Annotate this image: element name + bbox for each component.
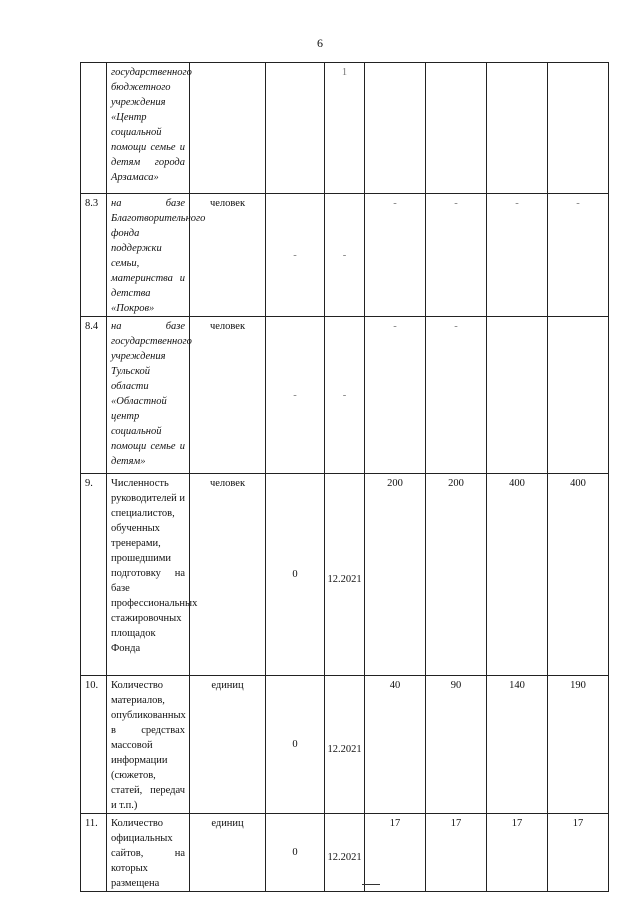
unit-of-measure [190,63,266,194]
value-cell: - [487,194,548,317]
value-cell: 400 [487,474,548,676]
indicator-name: Численность руководителей и специалистов, обученных тренерами, прошедшими подготовку на базе профессиональных стажировочных площадок Фонда [107,474,190,676]
page-number: 6 [317,36,323,50]
base-date: - [325,317,365,474]
base-date: - [325,194,365,317]
value-cell [548,63,609,194]
base-value [266,63,325,194]
base-date: 12.2021 [325,814,365,892]
unit-of-measure: единиц [190,814,266,892]
table-row [81,474,609,676]
row-number: 8.3 [81,194,107,317]
value-cell: - [426,194,487,317]
indicators-table [80,62,609,892]
base-date: 12.2021 [325,474,365,676]
value-cell: 17 [426,814,487,892]
base-value: 0 [266,814,325,892]
table-row [81,676,609,814]
value-cell [548,317,609,474]
value-cell: 90 [426,676,487,814]
value-cell: 140 [487,676,548,814]
unit-of-measure: единиц [190,676,266,814]
unit-of-measure: человек [190,474,266,676]
value-cell [487,63,548,194]
value-cell: 190 [548,676,609,814]
unit-of-measure: человек [190,194,266,317]
row-number [81,63,107,194]
value-cell [365,63,426,194]
row-number: 11. [81,814,107,892]
value-cell: 200 [365,474,426,676]
table-row [81,63,609,194]
value-cell: 400 [548,474,609,676]
table-row [81,194,609,317]
value-cell: - [365,194,426,317]
value-cell: 17 [548,814,609,892]
value-cell: 17 [487,814,548,892]
value-cell [426,63,487,194]
value-cell: 17 [365,814,426,892]
base-value: - [266,194,325,317]
value-cell: 200 [426,474,487,676]
indicator-name: Количество официальных сайтов, на которых размещена [107,814,190,892]
base-value: - [266,317,325,474]
row-number: 8.4 [81,317,107,474]
value-cell: 40 [365,676,426,814]
row-number: 10. [81,676,107,814]
indicator-name: на базе государственного учреждения Тульской области «Областной центр социальной помощи семье и детям» [107,317,190,474]
value-cell [487,317,548,474]
indicator-name: государственного бюджетного учреждения «Центр социальной помощи семье и детям города Арзамаса» [107,63,190,194]
base-date: 12.2021 [325,676,365,814]
table-row [81,814,609,892]
base-date: 1 [325,63,365,194]
value-cell: - [548,194,609,317]
base-value: 0 [266,474,325,676]
footer-mark [362,884,380,885]
table-row [81,317,609,474]
row-number: 9. [81,474,107,676]
value-cell: - [426,317,487,474]
base-value: 0 [266,676,325,814]
value-cell: - [365,317,426,474]
indicator-name: Количество материалов, опубликованных в средствах массовой информации (сюжетов, статей, передач и т.п.) [107,676,190,814]
indicator-name: на базе Благотворительного фонда поддержки семьи, материнства и детства «Покров» [107,194,190,317]
unit-of-measure: человек [190,317,266,474]
